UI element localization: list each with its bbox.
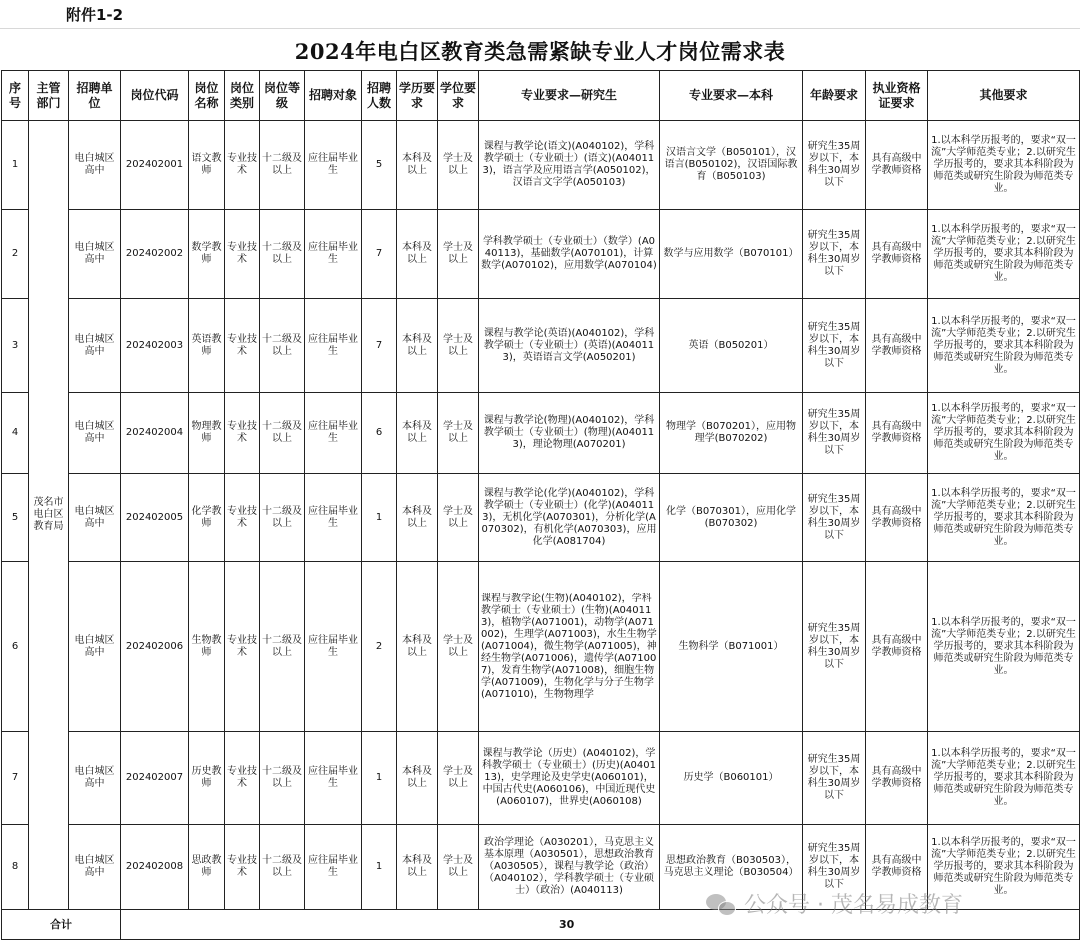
target-cell: 应往届毕业生: [305, 299, 362, 393]
row-number: 2: [2, 210, 29, 299]
target-cell: 应往届毕业生: [305, 562, 362, 732]
total-label: 合计: [2, 910, 121, 940]
header-cell: 学历要求: [397, 71, 438, 121]
degree-cell: 学士及以上: [438, 210, 479, 299]
code-cell: 202402008: [121, 825, 189, 910]
unit-cell: 电白城区高中: [69, 474, 121, 562]
code-cell: 202402002: [121, 210, 189, 299]
degree-cell: 学士及以上: [438, 732, 479, 825]
header-cell: 年龄要求: [803, 71, 866, 121]
post-cell: 生物教师: [189, 562, 225, 732]
top-band: [0, 0, 1080, 29]
count-cell: 6: [362, 393, 397, 474]
certificate-cell: 具有高级中学教师资格: [866, 121, 928, 210]
header-cell: 专业要求—本科: [660, 71, 803, 121]
unit-cell: 电白城区高中: [69, 825, 121, 910]
row-number: 4: [2, 393, 29, 474]
post-cell: 语文教师: [189, 121, 225, 210]
education-cell: 本科及以上: [397, 299, 438, 393]
header-cell: 岗位类别: [225, 71, 260, 121]
job-requirements-table: [1, 70, 1080, 940]
age-cell: 研究生35周岁以下，本科生30周岁以下: [803, 210, 866, 299]
other-requirements-cell: 1.以本科学历报考的，要求“双一流”大学师范类专业；2.以研究生学历报考的，要求其本科阶段为师范类或研究生阶段为师范类专业。: [928, 825, 1080, 910]
table-row: [2, 393, 1080, 474]
age-cell: 研究生35周岁以下，本科生30周岁以下: [803, 562, 866, 732]
total-count: 30: [559, 917, 575, 931]
degree-cell: 学士及以上: [438, 825, 479, 910]
education-cell: 本科及以上: [397, 825, 438, 910]
code-cell: 202402003: [121, 299, 189, 393]
code-cell: 202402007: [121, 732, 189, 825]
age-cell: 研究生35周岁以下，本科生30周岁以下: [803, 299, 866, 393]
code-cell: 202402005: [121, 474, 189, 562]
level-cell: 十二级及以上: [260, 393, 305, 474]
wechat-icon: [706, 892, 736, 916]
category-cell: 专业技术: [225, 393, 260, 474]
category-cell: 专业技术: [225, 299, 260, 393]
category-cell: 专业技术: [225, 474, 260, 562]
unit-cell: 电白城区高中: [69, 732, 121, 825]
level-cell: 十二级及以上: [260, 210, 305, 299]
target-cell: 应往届毕业生: [305, 393, 362, 474]
certificate-cell: 具有高级中学教师资格: [866, 825, 928, 910]
graduate-major-cell: 学科教学硕士（专业硕士）（数学）(A040113)，基础数学(A070101)，计算数学(A070102)，应用数学(A070104): [479, 210, 660, 299]
table-row: [2, 210, 1080, 299]
post-cell: 思政教师: [189, 825, 225, 910]
bachelor-major-cell: 数学与应用数学（B070101）: [660, 210, 803, 299]
table-row: [2, 299, 1080, 393]
page-title: 2024年电白区教育类急需紧缺专业人才岗位需求表: [294, 39, 786, 64]
graduate-major-cell: 课程与教学论(化学)(A040102)，学科教学硕士（专业硕士）(化学)(A040113)，无机化学(A070301)，分析化学(A070302)，有机化学(A070303)，应用化学(A081704): [479, 474, 660, 562]
degree-cell: 学士及以上: [438, 393, 479, 474]
graduate-major-cell: 课程与教学论(物理)(A040102)，学科教学硕士（专业硕士）(物理)(A040113)，理论物理(A070201): [479, 393, 660, 474]
count-cell: 2: [362, 562, 397, 732]
code-cell: 202402004: [121, 393, 189, 474]
category-cell: 专业技术: [225, 121, 260, 210]
education-cell: 本科及以上: [397, 210, 438, 299]
graduate-major-cell: 课程与教学论(英语)(A040102)，学科教学硕士（专业硕士）(英语)(A040113)，英语语言文学(A050201): [479, 299, 660, 393]
count-cell: 7: [362, 210, 397, 299]
row-number: 8: [2, 825, 29, 910]
table-row: [2, 121, 1080, 210]
header-cell: 岗位代码: [121, 71, 189, 121]
post-cell: 物理教师: [189, 393, 225, 474]
age-cell: 研究生35周岁以下，本科生30周岁以下: [803, 825, 866, 910]
table-row: [2, 732, 1080, 825]
certificate-cell: 具有高级中学教师资格: [866, 562, 928, 732]
target-cell: 应往届毕业生: [305, 825, 362, 910]
row-number: 1: [2, 121, 29, 210]
unit-cell: 电白城区高中: [69, 299, 121, 393]
bachelor-major-cell: 生物科学（B071001）: [660, 562, 803, 732]
attachment-label: 附件1-2: [66, 6, 124, 24]
level-cell: 十二级及以上: [260, 299, 305, 393]
education-cell: 本科及以上: [397, 121, 438, 210]
target-cell: 应往届毕业生: [305, 732, 362, 825]
bachelor-major-cell: 思想政治教育（B030503），马克思主义理论（B030504）: [660, 825, 803, 910]
table-row: [2, 474, 1080, 562]
other-requirements-cell: 1.以本科学历报考的，要求“双一流”大学师范类专业；2.以研究生学历报考的，要求其本科阶段为师范类或研究生阶段为师范类专业。: [928, 299, 1080, 393]
other-requirements-cell: 1.以本科学历报考的，要求“双一流”大学师范类专业；2.以研究生学历报考的，要求其本科阶段为师范类或研究生阶段为师范类专业。: [928, 474, 1080, 562]
count-cell: 1: [362, 732, 397, 825]
count-cell: 1: [362, 825, 397, 910]
header-cell: 岗位等级: [260, 71, 305, 121]
graduate-major-cell: 课程与教学论(语文)(A040102)，学科教学硕士（专业硕士）(语文)(A040113)，语言学及应用语言学(A050102)，汉语言文字学(A050103): [479, 121, 660, 210]
post-cell: 英语教师: [189, 299, 225, 393]
education-cell: 本科及以上: [397, 393, 438, 474]
age-cell: 研究生35周岁以下，本科生30周岁以下: [803, 393, 866, 474]
graduate-major-cell: 政治学理论（A030201），马克思主义基本原理（A030501），思想政治教育（A030505），课程与教学论（政治）（A040102），学科教学硕士（专业硕士）（政治）(A040113): [479, 825, 660, 910]
target-cell: 应往届毕业生: [305, 210, 362, 299]
post-cell: 历史教师: [189, 732, 225, 825]
code-cell: 202402006: [121, 562, 189, 732]
certificate-cell: 具有高级中学教师资格: [866, 393, 928, 474]
category-cell: 专业技术: [225, 825, 260, 910]
header-cell: 岗位名称: [189, 71, 225, 121]
other-requirements-cell: 1.以本科学历报考的，要求“双一流”大学师范类专业；2.以研究生学历报考的，要求其本科阶段为师范类或研究生阶段为师范类专业。: [928, 210, 1080, 299]
category-cell: 专业技术: [225, 732, 260, 825]
graduate-major-cell: [479, 562, 660, 732]
code-cell: 202402001: [121, 121, 189, 210]
unit-cell: 电白城区高中: [69, 121, 121, 210]
bachelor-major-cell: 化学（B070301），应用化学(B070302): [660, 474, 803, 562]
unit-cell: 电白城区高中: [69, 210, 121, 299]
level-cell: 十二级及以上: [260, 825, 305, 910]
other-requirements-cell: 1.以本科学历报考的，要求“双一流”大学师范类专业；2.以研究生学历报考的，要求其本科阶段为师范类或研究生阶段为师范类专业。: [928, 732, 1080, 825]
education-cell: 本科及以上: [397, 732, 438, 825]
post-cell: 化学教师: [189, 474, 225, 562]
degree-cell: 学士及以上: [438, 121, 479, 210]
header-row: [2, 71, 1080, 121]
certificate-cell: 具有高级中学教师资格: [866, 474, 928, 562]
watermark: [706, 888, 963, 919]
age-cell: 研究生35周岁以下，本科生30周岁以下: [803, 732, 866, 825]
count-cell: 1: [362, 474, 397, 562]
age-cell: 研究生35周岁以下，本科生30周岁以下: [803, 121, 866, 210]
row-number: 6: [2, 562, 29, 732]
bachelor-major-cell: 汉语言文学（B050101），汉语言(B050102)，汉语国际教育（B050103): [660, 121, 803, 210]
target-cell: 应往届毕业生: [305, 121, 362, 210]
category-cell: 专业技术: [225, 562, 260, 732]
watermark-text: 公众号 · 茂名易成教育: [744, 893, 963, 918]
table-row: [2, 562, 1080, 732]
certificate-cell: 具有高级中学教师资格: [866, 210, 928, 299]
unit-cell: 电白城区高中: [69, 393, 121, 474]
level-cell: 十二级及以上: [260, 121, 305, 210]
row-number: 7: [2, 732, 29, 825]
education-cell: 本科及以上: [397, 474, 438, 562]
other-requirements-cell: 1.以本科学历报考的，要求“双一流”大学师范类专业；2.以研究生学历报考的，要求其本科阶段为师范类或研究生阶段为师范类专业。: [928, 393, 1080, 474]
header-cell: 其他要求: [928, 71, 1080, 121]
target-cell: 应往届毕业生: [305, 474, 362, 562]
row-number: 3: [2, 299, 29, 393]
header-cell: 执业资格证要求: [866, 71, 928, 121]
certificate-cell: 具有高级中学教师资格: [866, 732, 928, 825]
level-cell: 十二级及以上: [260, 732, 305, 825]
level-cell: 十二级及以上: [260, 562, 305, 732]
header-cell: 学位要求: [438, 71, 479, 121]
row-number: 5: [2, 474, 29, 562]
level-cell: 十二级及以上: [260, 474, 305, 562]
count-cell: 7: [362, 299, 397, 393]
count-cell: 5: [362, 121, 397, 210]
bachelor-major-cell: 历史学（B060101）: [660, 732, 803, 825]
graduate-major-text: 课程与教学论(生物)(A040102)，学科教学硕士（专业硕士）(生物)(A040113)，植物学(A071001)，动物学(A071002)，生理学(A071003)，水生生物学(A071004)，微生物学(A071005)，神经生物学(A071006)，遗传学(A071007)，发育生物学(A071008)，细胞生物学(A071009)，生物化学与分子生物学(A071010)，生物物理学: [481, 592, 657, 700]
header-cell: 序号: [2, 71, 29, 121]
degree-cell: 学士及以上: [438, 474, 479, 562]
other-requirements-cell: 1.以本科学历报考的，要求“双一流”大学师范类专业；2.以研究生学历报考的，要求其本科阶段为师范类或研究生阶段为师范类专业。: [928, 121, 1080, 210]
header-cell: 招聘对象: [305, 71, 362, 121]
bachelor-major-cell: 英语（B050201）: [660, 299, 803, 393]
header-cell: 招聘单位: [69, 71, 121, 121]
header-cell: 招聘人数: [362, 71, 397, 121]
bachelor-major-cell: 物理学（B070201），应用物理学(B070202): [660, 393, 803, 474]
degree-cell: 学士及以上: [438, 562, 479, 732]
department-cell: 茂名市电白区教育局: [29, 121, 69, 910]
graduate-major-cell: 课程与教学论（历史）(A040102)，学科教学硕士（专业硕士）(历史)(A040113)，史学理论及史学史(A060101)，中国古代史(A060106)，中国近现代史(A060107)，世界史(A060108): [479, 732, 660, 825]
unit-cell: 电白城区高中: [69, 562, 121, 732]
age-cell: 研究生35周岁以下，本科生30周岁以下: [803, 474, 866, 562]
certificate-cell: 具有高级中学教师资格: [866, 299, 928, 393]
education-cell: 本科及以上: [397, 562, 438, 732]
other-requirements-cell: 1.以本科学历报考的，要求“双一流”大学师范类专业；2.以研究生学历报考的，要求其本科阶段为师范类或研究生阶段为师范类专业。: [928, 562, 1080, 732]
degree-cell: 学士及以上: [438, 299, 479, 393]
category-cell: 专业技术: [225, 210, 260, 299]
header-cell: 主管部门: [29, 71, 69, 121]
post-cell: 数学教师: [189, 210, 225, 299]
header-cell: 专业要求—研究生: [479, 71, 660, 121]
